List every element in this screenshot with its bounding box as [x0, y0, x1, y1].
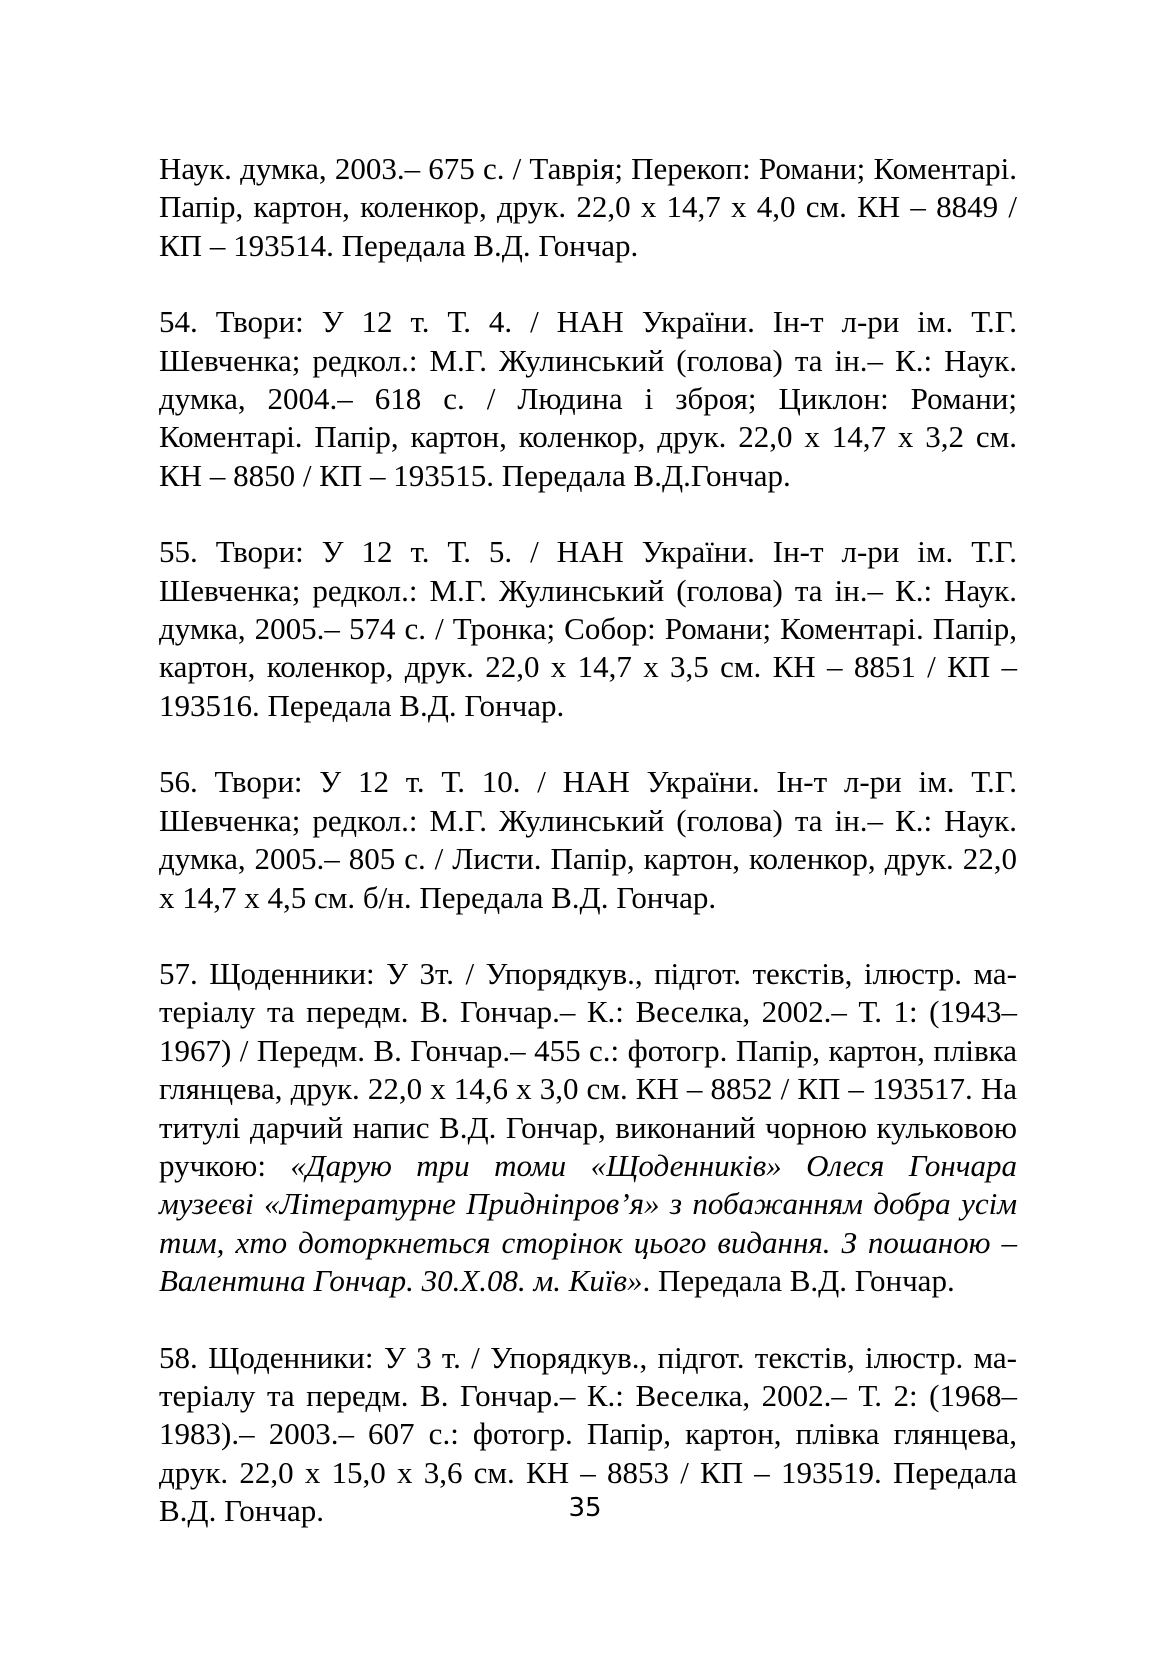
- catalog-entry-54: [159, 303, 1017, 495]
- entry-text: Наук. думка, 2003.– 675 с. / Таврія; Перекоп: Романи; Коментарі. Папір, картон, коленкор, друк. 22,0 х 14,7 х 4,0 см. КН – 8849 / КП – 193514. Передала В.Д. Гончар.: [159, 151, 1017, 263]
- page-number: 35: [568, 1493, 602, 1523]
- catalog-entry-57: [159, 955, 1017, 1301]
- entry-text-after: . Передала В.Д. Гончар.: [642, 1263, 955, 1299]
- dedication-inscription: «Дарую три томи «Щоденників» Олеся Гончара музеєві «Літературне Придніпров’я» з побажанням добра усім тим, хто доторкнеться сторінок цього видання. З пошаною – Валентина Гончар. 30.Х.08. м. Київ»: [159, 1147, 1017, 1299]
- entry-text: 55. Твори: У 12 т. Т. 5. / НАН України. Ін-т л-ри ім. Т.Г. Шевченка; редкол.: М.Г. Жулинський (голова) та ін.– К.: Наук. думка, 2005.– 574 с. / Тронка; Собор: Романи; Коментарі. Папір, картон, коленкор, друк. 22,0 х 14,7 х 3,5 см. КН – 8851 / КП – 193516. Передала В.Д. Гончар.: [159, 534, 1017, 723]
- catalog-entry-53-continued: [159, 150, 1017, 265]
- entry-text: 56. Твори: У 12 т. Т. 10. / НАН України. Ін-т л-ри ім. Т.Г. Шевченка; редкол.: М.Г. Жулинський (голова) та ін.– К.: Наук. думка, 2005.– 805 с. / Листи. Папір, картон, коленкор, друк. 22,0 х 14,7 х 4,5 см. б/н. Передала В.Д. Гончар.: [159, 764, 1017, 915]
- document-page: [159, 150, 1017, 1569]
- entry-text: 54. Твори: У 12 т. Т. 4. / НАН України. Ін-т л-ри ім. Т.Г. Шевченка; редкол.: М.Г. Жулинський (голова) та ін.– К.: Наук. думка, 2004.– 618 с. / Людина і зброя; Циклон: Романи; Коментарі. Папір, картон, коленкор, друк. 22,0 х 14,7 х 3,2 см. КН – 8850 / КП – 193515. Передала В.Д.Гончар.: [159, 304, 1017, 493]
- entry-text: 58. Щоденники: У 3 т. / Упорядкув., підгот. текстів, ілюстр. матеріалу та передм. В. Гончар.– К.: Веселка, 2002.– Т. 2: (1968–1983).– 2003.– 607 с.: фотогр. Папір, картон, плівка глянцева, друк. 22,0 х 15,0 х 3,6 см. КН – 8853 / КП – 193519. Передала В.Д. Гончар.: [159, 1339, 1017, 1529]
- catalog-entry-55: [159, 533, 1017, 725]
- catalog-entry-56: [159, 763, 1017, 917]
- entry-text-before: 57. Щоденники: У 3т. / Упорядкув., підгот. текстів, ілюстр. матеріалу та передм. В. Гончар.– К.: Веселка, 2002.– Т. 1: (1943–1967) / Передм. В. Гончар.– 455 с.: фотогр. Папір, картон, плівка глянцева, друк. 22,0 х 14,6 х 3,0 см. КН – 8852 / КП – 193517. На титулі дарчий напис В.Д. Гончар, виконаний чорною кульковою ручкою:: [159, 955, 1017, 1183]
